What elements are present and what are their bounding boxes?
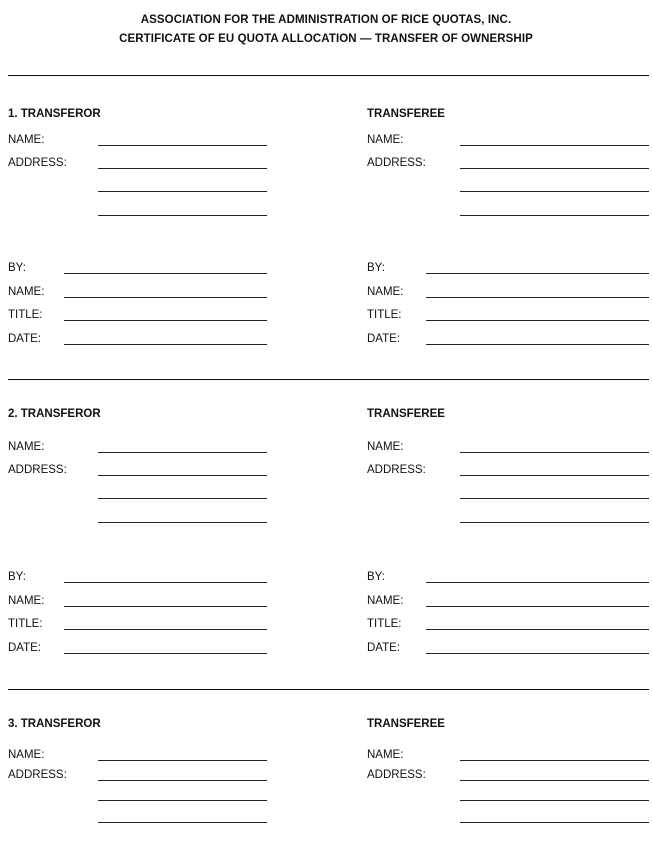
transferor-address-line-3[interactable] — [98, 522, 267, 523]
section-divider — [8, 75, 649, 76]
transferee-signer-name-field[interactable] — [426, 297, 649, 298]
transferee-address-line-3[interactable] — [460, 822, 649, 823]
transferee-name-label: NAME: — [367, 749, 404, 761]
section-divider — [8, 379, 649, 380]
transferor-address-label: ADDRESS: — [8, 769, 67, 781]
transferor-date-field[interactable] — [64, 653, 267, 654]
transferor-address-line-3[interactable] — [98, 822, 267, 823]
transferee-title-label: TITLE: — [367, 309, 402, 321]
transferee-by-field[interactable] — [426, 582, 649, 583]
transferor-name-label: NAME: — [8, 134, 45, 146]
transferor-name-label: NAME: — [8, 441, 45, 453]
transferee-by-field[interactable] — [426, 273, 649, 274]
transferor-date-label: DATE: — [8, 642, 42, 654]
transferee-title-label: TITLE: — [367, 618, 402, 630]
transferee-address-line-1[interactable] — [460, 475, 649, 476]
transferee-address-label: ADDRESS: — [367, 769, 426, 781]
transferee-heading: TRANSFEREE — [367, 718, 445, 730]
transferor-title-field[interactable] — [64, 320, 267, 321]
transferee-address-label: ADDRESS: — [367, 157, 426, 169]
transferor-title-label: TITLE: — [8, 309, 43, 321]
transferee-name-label: NAME: — [367, 134, 404, 146]
transferee-name-field[interactable] — [460, 760, 649, 761]
transferee-date-field[interactable] — [426, 344, 649, 345]
transferee-address-line-1[interactable] — [460, 780, 649, 781]
transferor-title-label: TITLE: — [8, 618, 43, 630]
transferor-date-field[interactable] — [64, 344, 267, 345]
transferee-address-line-1[interactable] — [460, 168, 649, 169]
transferor-heading: 1. TRANSFEROR — [8, 108, 101, 120]
transferee-title-field[interactable] — [426, 629, 649, 630]
transferee-address-line-3[interactable] — [460, 522, 649, 523]
transferee-title-field[interactable] — [426, 320, 649, 321]
transferor-signer-name-label: NAME: — [8, 286, 45, 298]
transferor-name-field[interactable] — [98, 452, 267, 453]
transferor-address-label: ADDRESS: — [8, 157, 67, 169]
transferee-address-line-2[interactable] — [460, 800, 649, 801]
transferor-name-field[interactable] — [98, 760, 267, 761]
transferor-address-label: ADDRESS: — [8, 464, 67, 476]
transferor-heading: 2. TRANSFEROR — [8, 408, 101, 420]
transferee-heading: TRANSFEREE — [367, 108, 445, 120]
transferee-address-line-2[interactable] — [460, 498, 649, 499]
transferor-signer-name-field[interactable] — [64, 297, 267, 298]
transferee-signer-name-field[interactable] — [426, 606, 649, 607]
transferor-address-line-2[interactable] — [98, 498, 267, 499]
transferor-date-label: DATE: — [8, 333, 42, 345]
transferee-signer-name-label: NAME: — [367, 286, 404, 298]
transferee-name-field[interactable] — [460, 452, 649, 453]
transferor-by-label: BY: — [8, 262, 26, 274]
document-subtitle: CERTIFICATE OF EU QUOTA ALLOCATION — TRANSFER OF OWNERSHIP — [119, 33, 533, 45]
transferor-name-field[interactable] — [98, 145, 267, 146]
transferor-title-field[interactable] — [64, 629, 267, 630]
transferor-address-line-1[interactable] — [98, 780, 267, 781]
transferor-by-field[interactable] — [64, 582, 267, 583]
transferor-address-line-3[interactable] — [98, 215, 267, 216]
transferor-by-field[interactable] — [64, 273, 267, 274]
transferee-date-field[interactable] — [426, 653, 649, 654]
transferee-address-line-2[interactable] — [460, 191, 649, 192]
transferor-signer-name-field[interactable] — [64, 606, 267, 607]
transferor-address-line-1[interactable] — [98, 168, 267, 169]
transferee-date-label: DATE: — [367, 642, 401, 654]
transferee-address-label: ADDRESS: — [367, 464, 426, 476]
transferor-address-line-2[interactable] — [98, 191, 267, 192]
transferee-by-label: BY: — [367, 262, 385, 274]
transferee-heading: TRANSFEREE — [367, 408, 445, 420]
section-divider — [8, 689, 649, 690]
transferor-name-label: NAME: — [8, 749, 45, 761]
transferee-signer-name-label: NAME: — [367, 595, 404, 607]
transferee-date-label: DATE: — [367, 333, 401, 345]
transferor-by-label: BY: — [8, 571, 26, 583]
transferor-address-line-2[interactable] — [98, 800, 267, 801]
document-title: ASSOCIATION FOR THE ADMINISTRATION OF RICE QUOTAS, INC. — [140, 14, 512, 26]
transferor-signer-name-label: NAME: — [8, 595, 45, 607]
transferor-address-line-1[interactable] — [98, 475, 267, 476]
transferee-name-field[interactable] — [460, 145, 649, 146]
transferee-by-label: BY: — [367, 571, 385, 583]
transferee-address-line-3[interactable] — [460, 215, 649, 216]
transferor-heading: 3. TRANSFEROR — [8, 718, 101, 730]
transferee-name-label: NAME: — [367, 441, 404, 453]
